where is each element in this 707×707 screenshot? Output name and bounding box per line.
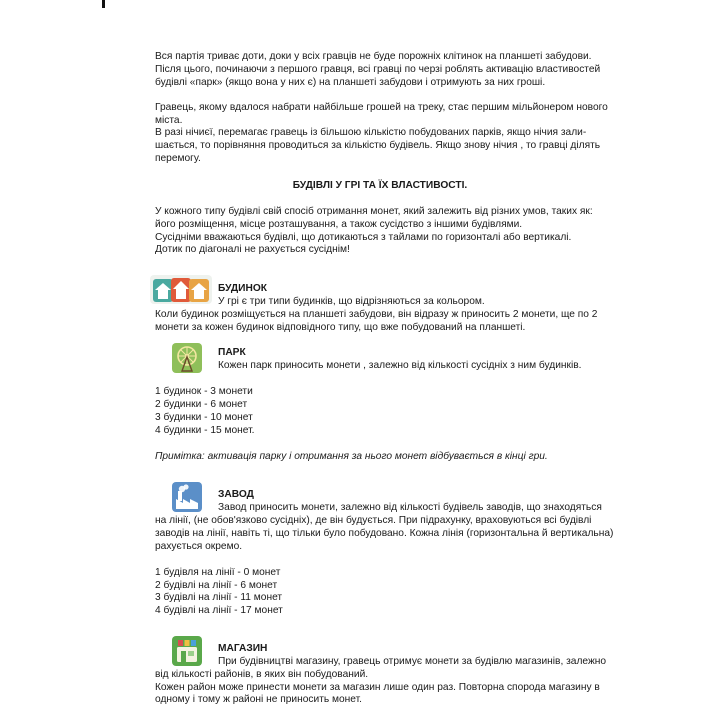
- tie-line: шається, то порівняння проводиться за кількістю будівель. Якщо знову нічия , то гравці ділять: [155, 140, 601, 151]
- park-title: ПАРК: [218, 347, 246, 358]
- house-line: У грі є три типи будинків, що відрізняються за кольором.: [218, 296, 485, 307]
- winner-line: Гравець, якому вдалося набрати найбільше грошей на треку, стає першим мільйонером нового: [155, 102, 608, 113]
- intro-line: Сусідніми вважаються будівлі, що дотикаються з тайлами по горизонталі або вертикалі.: [155, 232, 572, 243]
- tie-line: перемогу.: [155, 153, 201, 164]
- shop-line: Кожен район може принести монети за магазин лише один раз. Повторна спорода магазину в: [155, 682, 600, 693]
- ferris-wheel-icon: [172, 343, 202, 373]
- section-title: БУДІВЛІ У ГРІ ТА ЇХ ВЛАСТИВОСТІ.: [292, 180, 468, 191]
- factory-title: ЗАВОД: [218, 489, 254, 500]
- end-game-line: Після цього, починаючи з першого гравця, всі гравці по черзі роблять активацію властивостей: [155, 64, 601, 75]
- intro-line: Дотик по діагоналі не рахується сусіднім!: [155, 244, 350, 255]
- intro-line: У кожного типу будівлі свій спосіб отримання монет, який залежить від різних умов, таких як:: [155, 206, 593, 217]
- factory-reward: 2 будівлі на лінії - 6 монет: [155, 580, 278, 591]
- end-game-line: Вся партія триває доти, доки у всіх гравців не буде порожніх клітинок на планшеті забудови.: [155, 51, 592, 62]
- shop-icon: [172, 636, 202, 666]
- shop-line: від кількості районів, в яких він побудований.: [155, 669, 369, 680]
- park-reward: 2 будинки - 6 монет: [155, 399, 248, 410]
- corner-crop-mark: [102, 0, 105, 8]
- house-line: монети за кожен будинок відповідного типу, що вже побудований на планшеті.: [155, 322, 526, 333]
- winner-line: міста.: [155, 115, 183, 126]
- shop-line: При будівництві магазину, гравець отримує монети за будівлю магазинів, залежно: [218, 656, 607, 667]
- house-title: БУДИНОК: [218, 283, 267, 294]
- factory-line: заводів на лінії, навіть ті, що тільки було побудовано. Кожна лінія (горизонтальна й вертикальна): [155, 528, 614, 539]
- park-reward: 1 будинок - 3 монети: [155, 386, 253, 397]
- factory-line: рахується окремо.: [155, 541, 243, 552]
- shop-title: МАГАЗИН: [218, 643, 268, 654]
- shop-line: одному і тому ж районі не приносить монет.: [155, 694, 362, 705]
- park-reward: 4 будинки - 15 монет.: [155, 425, 255, 436]
- houses-icon: [150, 275, 212, 304]
- house-line: Коли будинок розміщується на планшеті забудови, він відразу ж приносить 2 монети, ще по 2: [155, 309, 598, 320]
- park-description: Кожен парк приносить монети , залежно від кількості сусідніх з ним будинків.: [218, 360, 582, 371]
- intro-line: його розміщення, місце розташування, а також сусідство з іншими будівлями.: [155, 219, 523, 230]
- park-reward: 3 будинки - 10 монет: [155, 412, 253, 423]
- park-note: Примітка: активація парку і отримання за нього монет відбувається в кінці гри.: [155, 451, 548, 462]
- factory-reward: 1 будівля на лінії - 0 монет: [155, 567, 281, 578]
- factory-icon: [172, 482, 202, 512]
- factory-reward: 4 будівлі на лінії - 17 монет: [155, 605, 283, 616]
- tie-line: В разі нічиєї, перемагає гравець із більшою кількістю побудованих парків, якщо нічия зали-: [155, 127, 587, 138]
- factory-line: Завод приносить монети, залежно від кількості будівель заводів, що знаходяться: [218, 502, 602, 513]
- end-game-line: будівлі «парк» (якщо вона у них є) на планшеті забудови і отримують за них гроші.: [155, 77, 546, 88]
- factory-reward: 3 будівлі на лінії - 11 монет: [155, 592, 283, 603]
- factory-line: на лінії, (не обов'язково сусідніх), де він будується. При підрахунку, враховуються всі будівлі: [155, 515, 592, 526]
